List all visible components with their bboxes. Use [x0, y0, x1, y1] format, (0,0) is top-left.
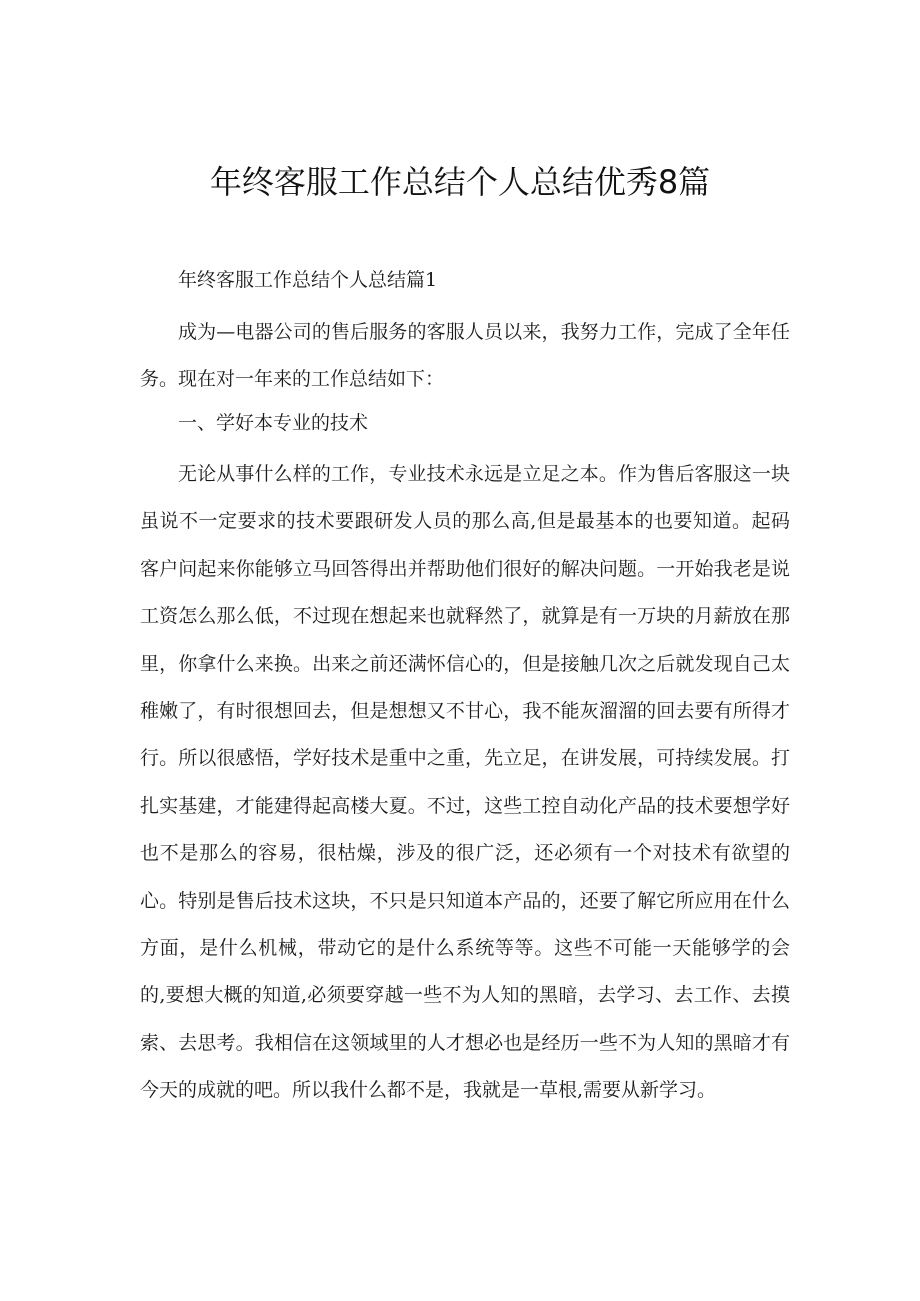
document-title: 年终客服工作总结个人总结优秀8篇	[209, 163, 711, 201]
section-subtitle: 年终客服工作总结个人总结篇1	[178, 269, 438, 291]
section-heading: 一、学好本专业的技术	[178, 412, 369, 434]
body-paragraph: 无论从事什么样的工作，专业技术永远是立足之本。作为售后客服这一块虽说不一定要求的技术要跟研发人员的那么高,但是最基本的也要知道。起码客户问起来你能够立马回答得出并帮助他们很好的解决问题。一开始我老是说工资怎么那么低，不过现在想起来也就释然了，就算是有一万块的月薪放在那里，你拿什么来换。出来之前还满怀信心的，但是接触几次之后就发现自己太稚嫩了，有时很想回去，但是想想又不甘心，我不能灰溜溜的回去要有所得才行。所以很感悟，学好技术是重中之重，先立足，在讲发展，可持续发展。打扎实基建，才能建得起高楼大夏。不过，这些工控自动化产品的技术要想学好也不是那么的容易，很枯燥，涉及的很广泛，还必须有一个对技术有欲望的心。特别是售后技术这块，不只是只知道本产品的，还要了解它所应用在什么方面，是什么机械，带动它的是什么系统等等。这些不可能一天能够学的会的,要想大概的知道,必须要穿越一些不为人知的黑暗，去学习、去工作、去摸索、去思考。我相信在这领域里的人才想必也是经历一些不为人知的黑暗才有今天的成就的吧。所以我什么都不是，我就是一草根,需要从新学习。	[140, 463, 790, 1102]
intro-paragraph: 成为—电器公司的售后服务的客服人员以来，我努力工作，完成了全年任务。现在对一年来的工作总结如下：	[140, 321, 790, 391]
